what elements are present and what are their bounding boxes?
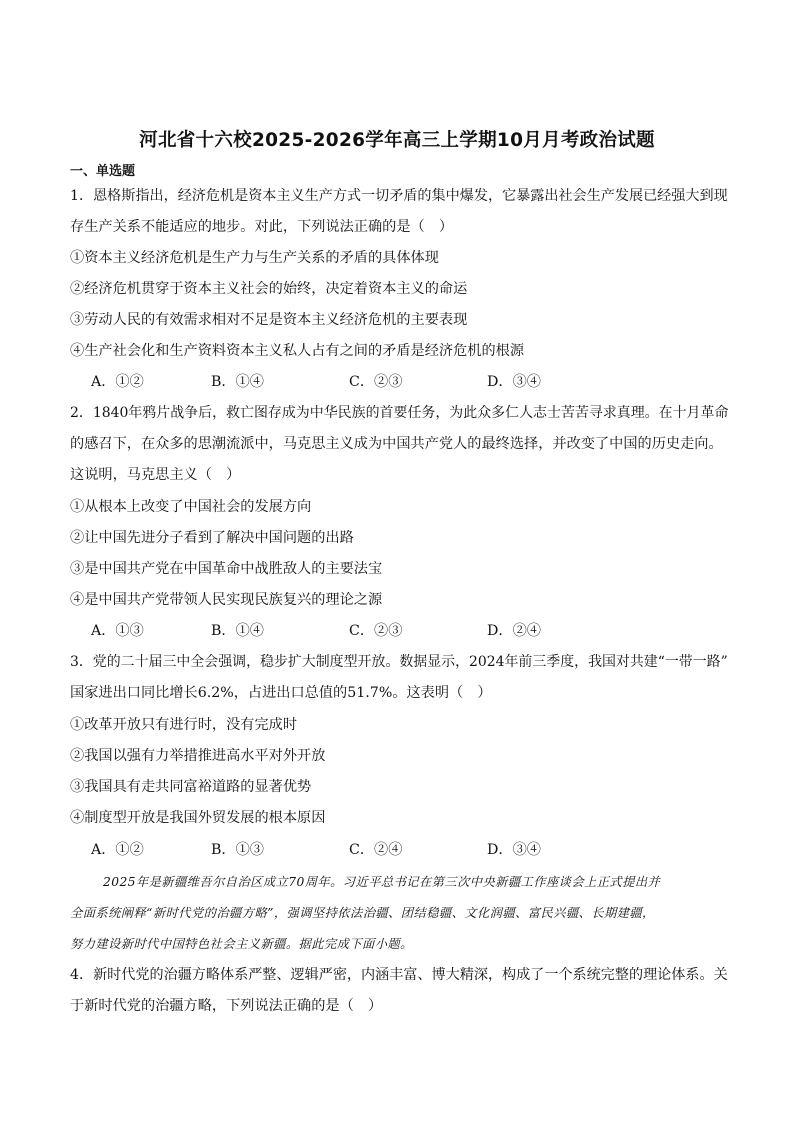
q3-option-d[interactable]: D．③④ — [487, 842, 541, 858]
q2-item-1: ①从根本上改变了中国社会的发展方向 — [70, 499, 312, 515]
q3-stem-line-2: 国家进出口同比增长6.2%，占进出口总值的51.7%。这表明（ ） — [70, 685, 492, 701]
material-line-3: 努力建设新时代中国特色社会主义新疆。据此完成下面小题。 — [70, 937, 413, 951]
section-heading: 一、单选题 — [70, 164, 136, 179]
q2-option-a[interactable]: A．①③ — [91, 623, 144, 639]
q3-options — [0, 841, 794, 859]
page-title: 河北省十六校2025-2026学年高三上学期10月月考政治试题 — [139, 130, 655, 151]
q4-stem-line-1: 4．新时代党的治疆方略体系严整、逻辑严密，内涵丰富、博大精深，构成了一个系统完整的理论体系。关 — [70, 967, 728, 983]
q3-item-3: ③我国具有走共同富裕道路的显著优势 — [70, 779, 312, 795]
q2-item-2: ②让中国先进分子看到了解决中国问题的出路 — [70, 530, 354, 546]
q3-item-1: ①改革开放只有进行时，没有完成时 — [70, 717, 298, 733]
material-line-2: 全面系统阐释“新时代党的治疆方略”，强调坚持依法治疆、团结稳疆、文化润疆、富民兴疆、长期建疆， — [70, 906, 655, 920]
q1-option-d[interactable]: D．③④ — [487, 374, 541, 390]
q3-item-4: ④制度型开放是我国外贸发展的根本原因 — [70, 810, 326, 826]
q2-stem-line-1: 2．1840年鸦片战争后，救亡图存成为中华民族的首要任务，为此众多仁人志士苦苦寻求真理。在十月革命 — [70, 405, 729, 421]
q1-item-2: ②经济危机贯穿于资本主义社会的始终，决定着资本主义的命运 — [70, 281, 468, 297]
material-line-1: 2025年是新疆维吾尔自治区成立70周年。习近平总书记在第三次中央新疆工作座谈会上正式提出并 — [103, 875, 661, 889]
q1-item-1: ①资本主义经济危机是生产力与生产关系的矛盾的具体体现 — [70, 250, 439, 266]
q3-option-a[interactable]: A．①② — [91, 842, 144, 858]
q2-stem-line-3: 这说明，马克思主义（ ） — [70, 467, 241, 483]
q1-option-b[interactable]: B．①④ — [211, 374, 264, 390]
q3-item-2: ②我国以强有力举措推进高水平对外开放 — [70, 748, 326, 764]
q3-option-c[interactable]: C．②④ — [349, 842, 403, 858]
q2-option-b[interactable]: B．①④ — [211, 623, 264, 639]
q1-stem-line-2: 存生产关系不能适应的地步。对此，下列说法正确的是（ ） — [70, 219, 454, 235]
q2-item-3: ③是中国共产党在中国革命中战胜敌人的主要法宝 — [70, 561, 383, 577]
q2-stem-line-2: 的感召下，在众多的思潮流派中，马克思主义成为中国共产党人的最终选择，并改变了中国的历史走向。 — [70, 436, 723, 452]
q2-option-d[interactable]: D．②④ — [487, 623, 541, 639]
q1-option-c[interactable]: C．②③ — [349, 374, 403, 390]
q2-item-4: ④是中国共产党带领人民实现民族复兴的理论之源 — [70, 592, 383, 608]
q1-options — [0, 373, 794, 391]
q1-option-a[interactable]: A．①② — [91, 374, 144, 390]
q3-option-b[interactable]: B．①③ — [211, 842, 264, 858]
q1-item-4: ④生产社会化和生产资料资本主义私人占有之间的矛盾是经济危机的根源 — [70, 343, 525, 359]
q1-stem-line-1: 1．恩格斯指出，经济危机是资本主义生产方式一切矛盾的集中爆发，它暴露出社会生产发展已经强大到现 — [70, 188, 728, 204]
q1-item-3: ③劳动人民的有效需求相对不足是资本主义经济危机的主要表现 — [70, 312, 468, 328]
q2-option-c[interactable]: C．②③ — [349, 623, 403, 639]
q2-options — [0, 622, 794, 640]
q3-stem-line-1: 3．党的二十届三中全会强调，稳步扩大制度型开放。数据显示，2024年前三季度，我国对共建“一带一路” — [70, 654, 728, 670]
q4-stem-line-2: 于新时代党的治疆方略，下列说法正确的是（ ） — [70, 998, 383, 1014]
